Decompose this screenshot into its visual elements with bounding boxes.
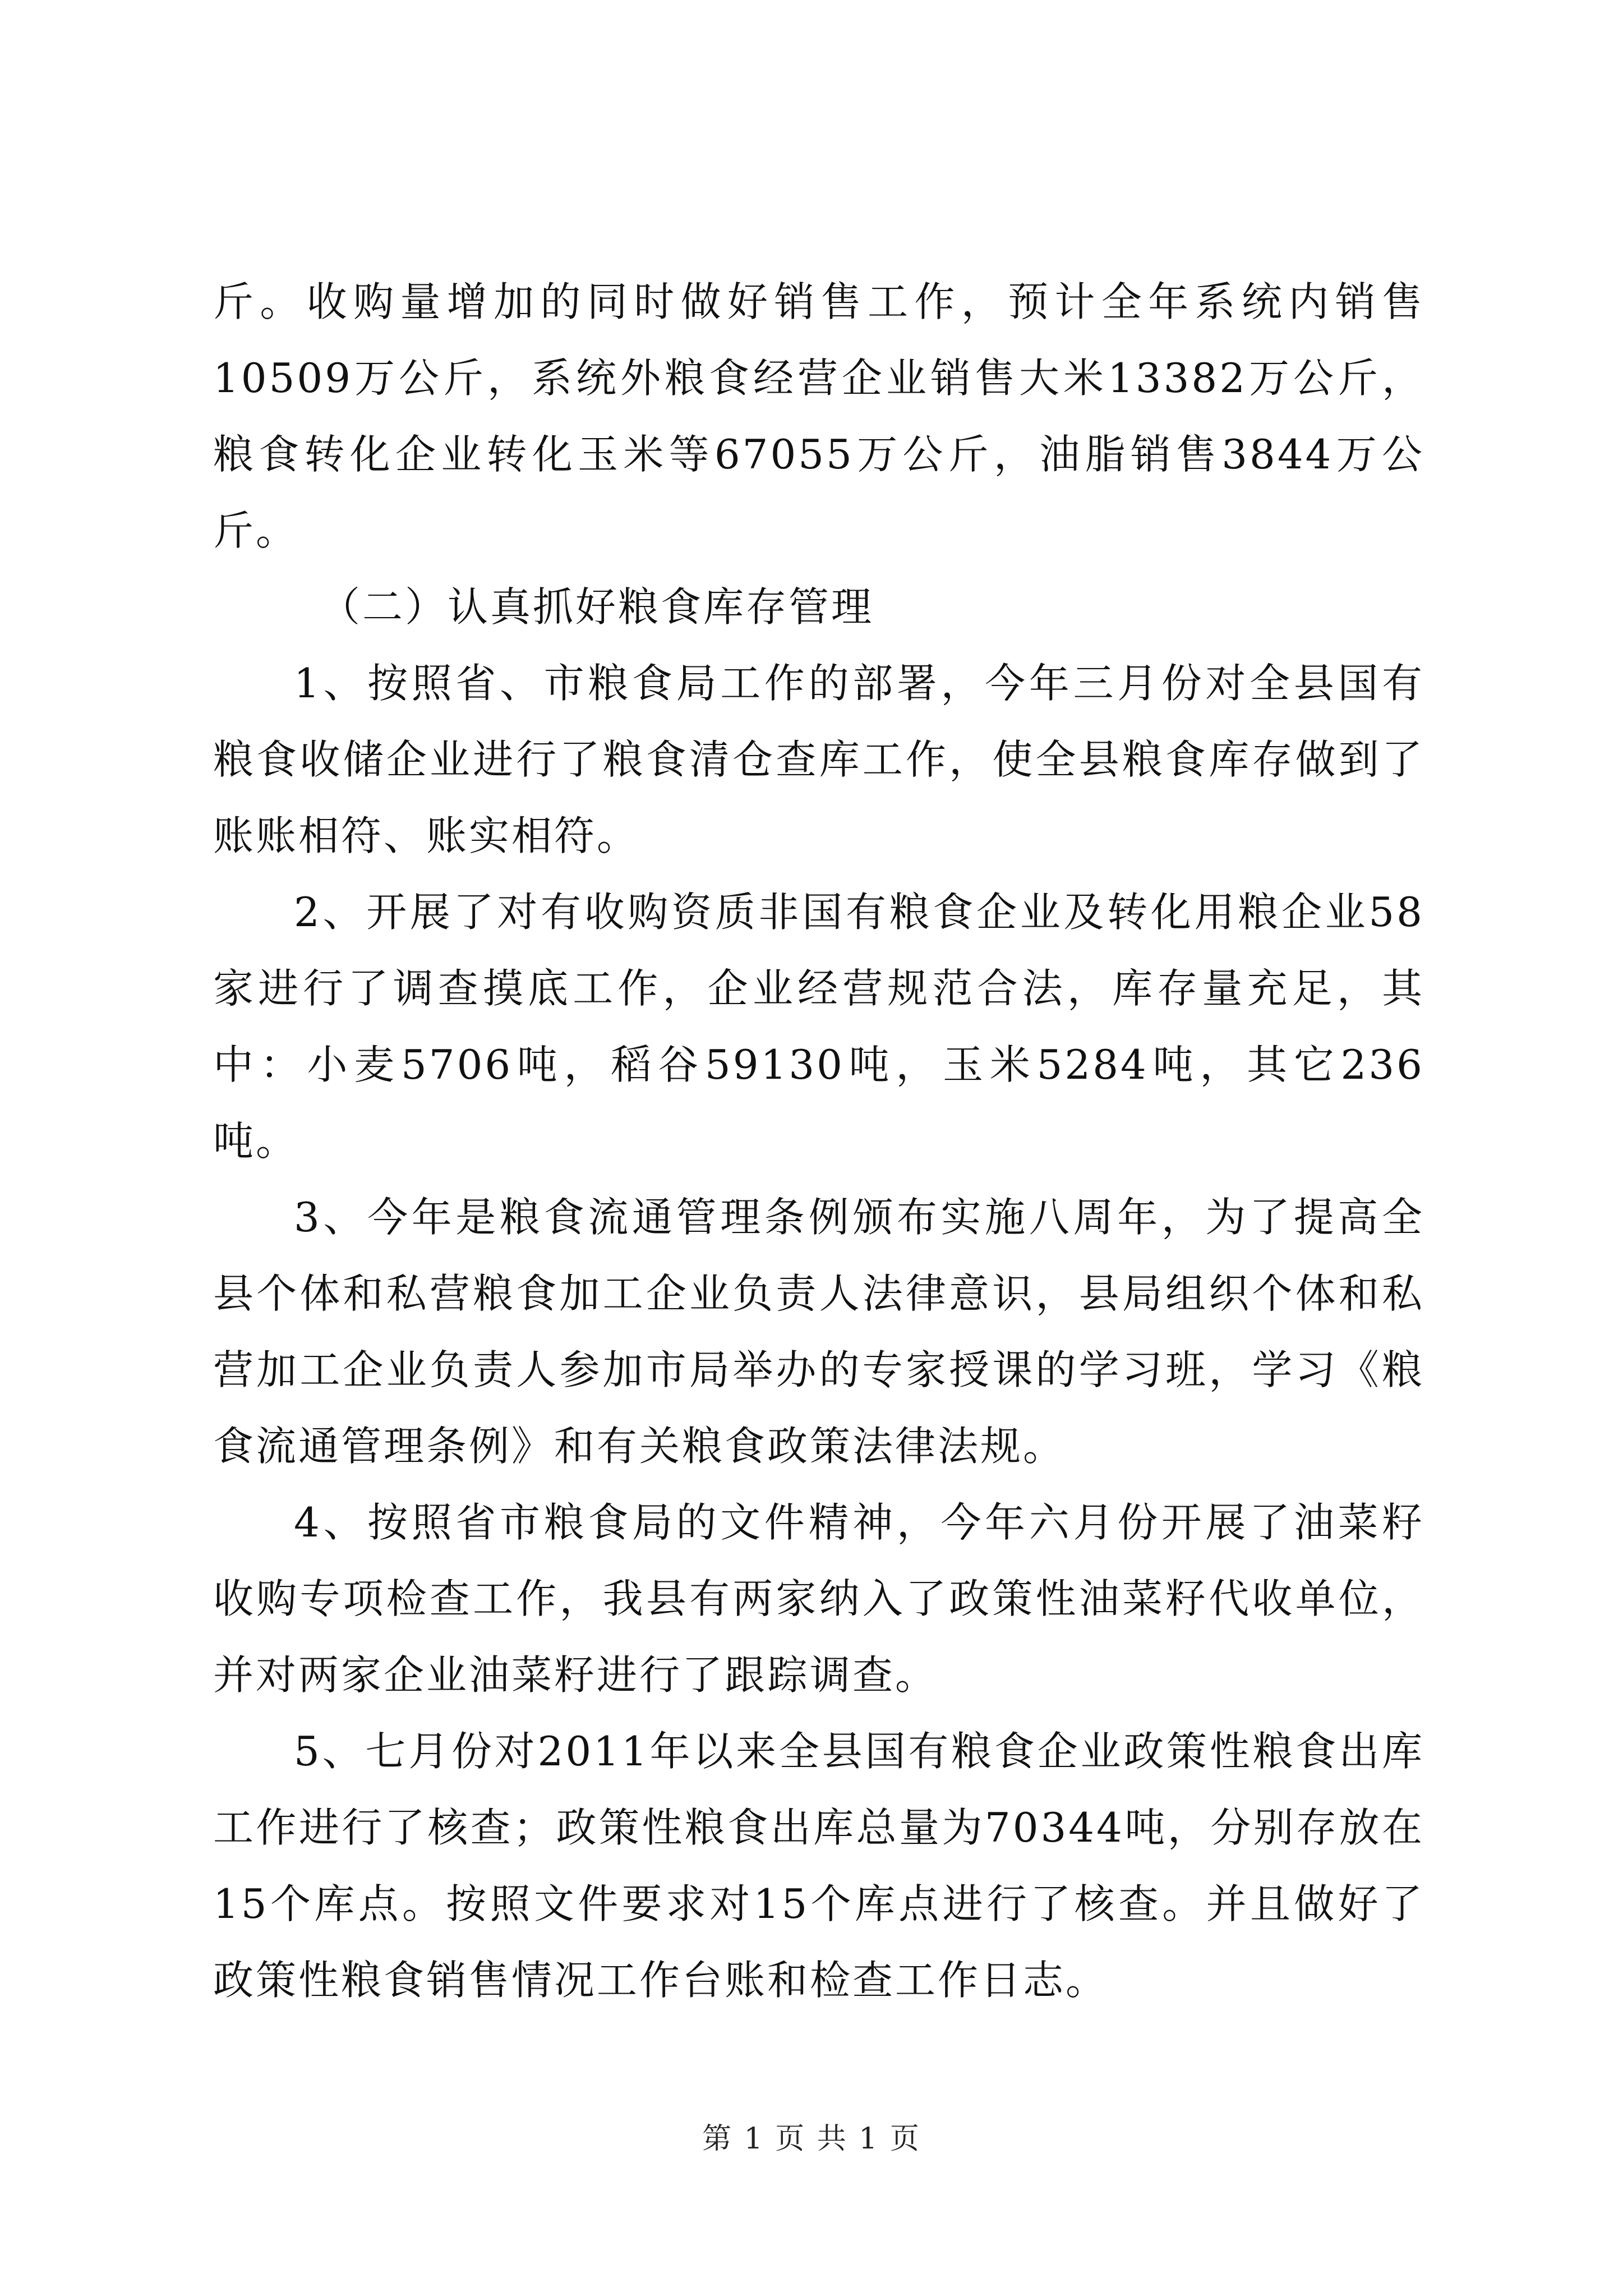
page-footer: 第 1 页 共 1 页 bbox=[702, 2122, 921, 2156]
paragraph-item-3: 3、今年是粮食流通管理条例颁布实施八周年，为了提高全县个体和私营粮食加工企业负责人法律意识，县局组织个体和私营加工企业负责人参加市局举办的专家授课的学习班，学习《粮食流通管理条例》和有关粮食政策法律法规。 bbox=[213, 1194, 1424, 1470]
paragraph-item-2: 2、开展了对有收购资质非国有粮食企业及转化用粮企业58家进行了调查摸底工作，企业经营规范合法，库存量充足，其中：小麦5706吨，稻谷59130吨，玉米5284吨，其它236吨。 bbox=[213, 889, 1424, 1165]
document-body bbox=[213, 264, 1424, 2018]
paragraph-item-4: 4、按照省市粮食局的文件精神，今年六月份开展了油菜籽收购专项检查工作，我县有两家纳入了政策性油菜籽代收单位，并对两家企业油菜籽进行了跟踪调查。 bbox=[213, 1499, 1424, 1699]
paragraph-item-1: 1、按照省、市粮食局工作的部署，今年三月份对全县国有粮食收储企业进行了粮食清仓查库工作，使全县粮食库存做到了账账相符、账实相符。 bbox=[213, 660, 1424, 859]
paragraph-continuation: 斤。收购量增加的同时做好销售工作，预计全年系统内销售10509万公斤，系统外粮食经营企业销售大米13382万公斤，粮食转化企业转化玉米等67055万公斤，油脂销售3844万公斤。 bbox=[213, 278, 1424, 554]
paragraph-item-5: 5、七月份对2011年以来全县国有粮食企业政策性粮食出库工作进行了核查；政策性粮食出库总量为70344吨，分别存放在15个库点。按照文件要求对15个库点进行了核查。并且做好了政策性粮食销售情况工作台账和检查工作日志。 bbox=[213, 1728, 1424, 2004]
section-heading: （二）认真抓好粮食库存管理 bbox=[320, 583, 874, 631]
